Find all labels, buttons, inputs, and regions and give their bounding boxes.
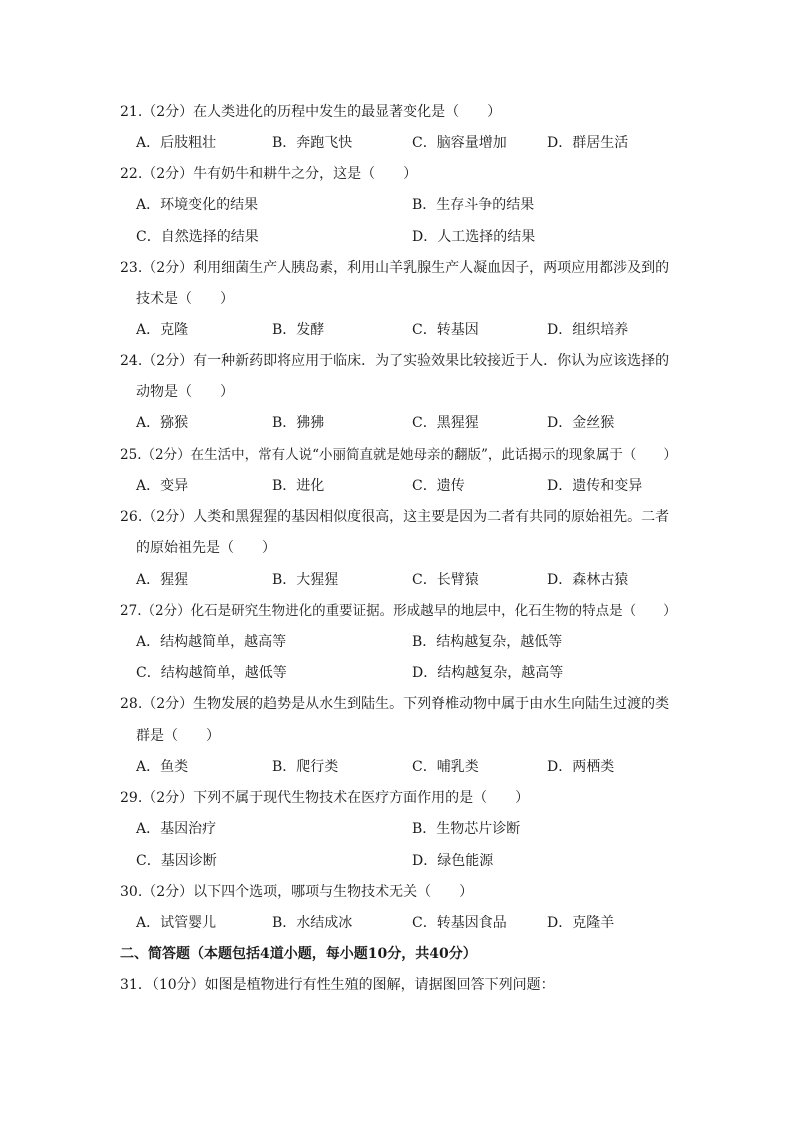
question-29-stem: 29.（2分）下列不属于现代生物技术在医疗方面作用的是（ ） (120, 790, 530, 806)
question-27-option-c: C．结构越简单，越低等 (136, 665, 287, 681)
question-21-option-b: B．奔跑飞快 (272, 135, 353, 151)
question-26-stem-cont: 的原始祖先是（ ） (136, 540, 276, 556)
section-2-title: 二、简答题（本题包括4道小题，每小题10分，共40分） (120, 946, 477, 962)
question-28-option-b: B．爬行类 (272, 759, 339, 775)
question-25-option-c: C．遗传 (412, 478, 465, 494)
question-30-stem: 30.（2分）以下四个选项，哪项与生物技术无关（ ） (120, 884, 474, 900)
question-23-option-a: A．克隆 (136, 322, 189, 338)
question-24-option-b: B．狒狒 (272, 415, 325, 431)
question-29-option-c: C．基因诊断 (136, 853, 217, 869)
question-27-option-b: B．结构越复杂，越低等 (412, 634, 563, 650)
question-22-stem: 22.（2分）牛有奶牛和耕牛之分，这是（ ） (120, 166, 418, 182)
question-30-option-c: C．转基因食品 (412, 915, 507, 931)
question-31-stem: 31．（10分）如图是植物进行有性生殖的图解，请据图回答下列问题： (120, 977, 555, 993)
question-30-option-a: A．试管婴儿 (136, 915, 217, 931)
question-22-option-c: C．自然选择的结果 (136, 229, 259, 245)
question-29-option-a: A．基因治疗 (136, 821, 217, 837)
question-22-option-d: D．人工选择的结果 (412, 229, 536, 245)
question-25-option-a: A．变异 (136, 478, 189, 494)
question-26-option-c: C．长臂猿 (412, 572, 479, 588)
question-26-option-d: D．森林古猿 (547, 572, 629, 588)
question-23-option-c: C．转基因 (412, 322, 479, 338)
question-24-stem-cont: 动物是（ ） (136, 384, 234, 400)
question-21-option-d: D．群居生活 (547, 135, 629, 151)
question-30-option-d: D．克隆羊 (547, 915, 615, 931)
question-26-stem: 26.（2分）人类和黑猩猩的基因相似度很高，这主要是因为二者有共同的原始祖先。二者 (120, 509, 670, 525)
question-21-stem: 21.（2分）在人类进化的历程中发生的最显著变化是（ ） (120, 104, 502, 120)
question-22-option-a: A．环境变化的结果 (136, 197, 259, 213)
question-28-option-a: A．鱼类 (136, 759, 189, 775)
question-25-option-b: B．进化 (272, 478, 325, 494)
question-27-option-a: A．结构越简单，越高等 (136, 634, 287, 650)
question-24-stem: 24.（2分）有一种新药即将应用于临床．为了实验效果比较接近于人．你认为应该选择的 (120, 353, 670, 369)
question-28-option-d: D．两栖类 (547, 759, 615, 775)
question-28-option-c: C．哺乳类 (412, 759, 479, 775)
question-27-option-d: D．结构越复杂，越高等 (412, 665, 564, 681)
question-28-stem-cont: 群是（ ） (136, 728, 220, 744)
question-25-option-d: D．遗传和变异 (547, 478, 643, 494)
question-24-option-a: A．猕猴 (136, 415, 189, 431)
question-23-stem: 23.（2分）利用细菌生产人胰岛素，利用山羊乳腺生产人凝血因子，两项应用都涉及到的 (120, 260, 670, 276)
question-23-option-d: D．组织培养 (547, 322, 629, 338)
question-22-option-b: B．生存斗争的结果 (412, 197, 535, 213)
question-26-option-b: B．大猩猩 (272, 572, 339, 588)
question-27-stem: 27.（2分）化石是研究生物进化的重要证据。形成越早的地层中，化石生物的特点是（ ） (120, 603, 677, 619)
question-29-option-d: D．绿色能源 (412, 853, 494, 869)
question-25-stem: 25.（2分）在生活中，常有人说“小丽简直就是她母亲的翻版”，此话揭示的现象属于（ ） (120, 447, 677, 463)
question-30-option-b: B．水结成冰 (272, 915, 353, 931)
question-24-option-d: D．金丝猴 (547, 415, 615, 431)
question-26-option-a: A．猩猩 (136, 572, 189, 588)
question-21-option-c: C．脑容量增加 (412, 135, 507, 151)
question-23-stem-cont: 技术是（ ） (136, 291, 234, 307)
question-28-stem: 28.（2分）生物发展的趋势是从水生到陆生。下列脊椎动物中属于由水生向陆生过渡的类 (120, 696, 670, 712)
question-29-option-b: B．生物芯片诊断 (412, 821, 521, 837)
question-24-option-c: C．黑猩猩 (412, 415, 479, 431)
question-21-option-a: A．后肢粗壮 (136, 135, 217, 151)
question-23-option-b: B．发酵 (272, 322, 325, 338)
